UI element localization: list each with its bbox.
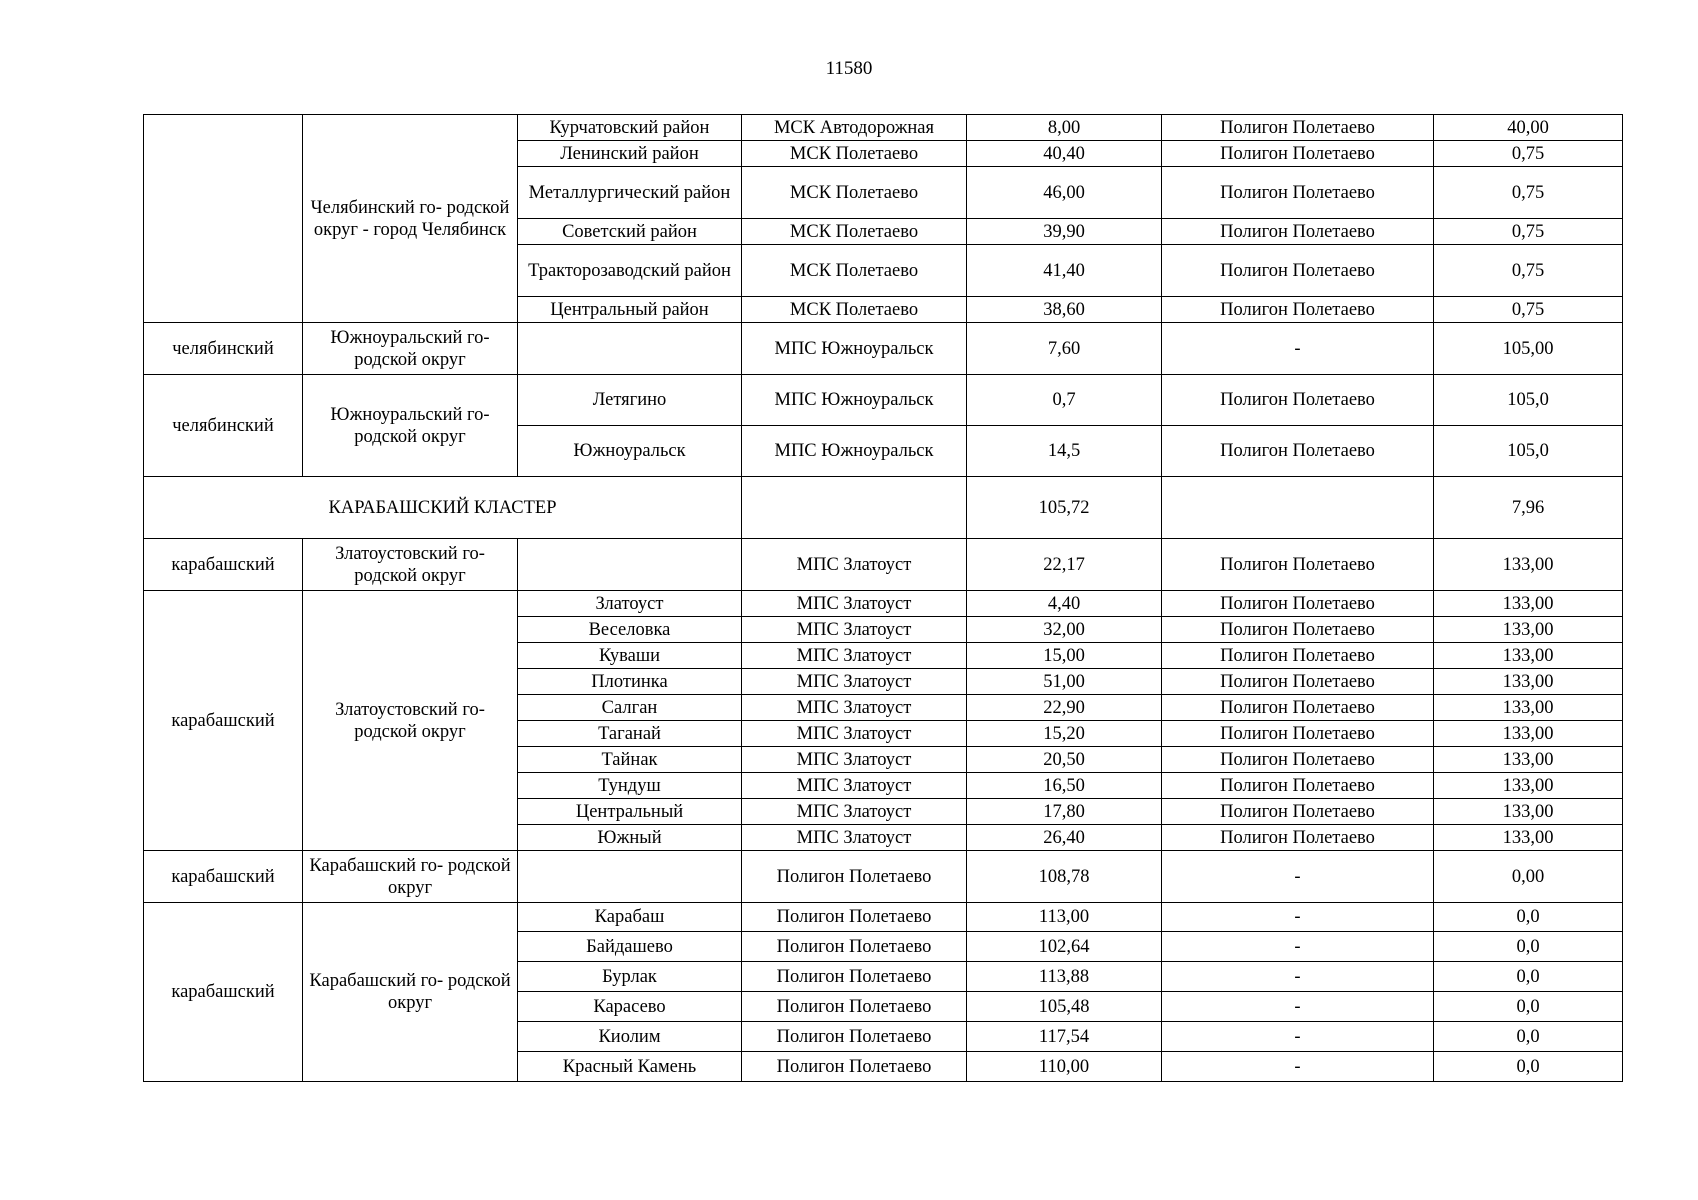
object-cell: МПС Златоуст	[742, 799, 967, 825]
table-row	[144, 591, 1623, 617]
settlement-cell: Красный Камень	[518, 1052, 742, 1082]
tariff-cell: 133,00	[1434, 539, 1623, 591]
distance-cell: 0,7	[967, 375, 1162, 426]
object-cell: МПС Южноуральск	[742, 426, 967, 477]
destination-cell: Полигон Полетаево	[1162, 825, 1434, 851]
destination-cell: Полигон Полетаево	[1162, 426, 1434, 477]
settlement-cell: Киолим	[518, 1022, 742, 1052]
distance-cell: 113,88	[967, 962, 1162, 992]
distance-cell: 15,00	[967, 643, 1162, 669]
destination-cell: Полигон Полетаево	[1162, 115, 1434, 141]
tariff-cell: 0,75	[1434, 167, 1623, 219]
destination-cell: -	[1162, 851, 1434, 903]
destination-cell	[1162, 477, 1434, 539]
destination-cell: -	[1162, 932, 1434, 962]
distance-cell: 39,90	[967, 219, 1162, 245]
distance-cell: 16,50	[967, 773, 1162, 799]
cluster-cell: челябинский	[144, 375, 303, 477]
destination-cell: Полигон Полетаево	[1162, 375, 1434, 426]
distance-cell: 4,40	[967, 591, 1162, 617]
tariff-cell: 0,0	[1434, 1022, 1623, 1052]
cluster-cell: карабашский	[144, 851, 303, 903]
distance-cell: 15,20	[967, 721, 1162, 747]
page-number: 11580	[825, 58, 873, 79]
distance-cell: 117,54	[967, 1022, 1162, 1052]
cluster-cell: челябинский	[144, 323, 303, 375]
destination-cell: Полигон Полетаево	[1162, 167, 1434, 219]
tariff-cell: 133,00	[1434, 721, 1623, 747]
waste-routing-table	[143, 114, 1623, 1082]
settlement-cell: Центральный район	[518, 297, 742, 323]
destination-cell: Полигон Полетаево	[1162, 617, 1434, 643]
table-row	[144, 903, 1623, 932]
municipality-cell: Южноуральский го- родской округ	[303, 323, 518, 375]
tariff-cell: 105,00	[1434, 323, 1623, 375]
settlement-cell: Байдашево	[518, 932, 742, 962]
destination-cell: Полигон Полетаево	[1162, 669, 1434, 695]
destination-cell: Полигон Полетаево	[1162, 695, 1434, 721]
municipality-cell: Челябинский го- родской округ - город Челябинск	[303, 115, 518, 323]
distance-cell: 7,60	[967, 323, 1162, 375]
object-cell: МПС Златоуст	[742, 825, 967, 851]
tariff-cell: 0,0	[1434, 992, 1623, 1022]
settlement-cell: Металлургический район	[518, 167, 742, 219]
settlement-cell: Южноуральск	[518, 426, 742, 477]
object-cell: МСК Автодорожная	[742, 115, 967, 141]
settlement-cell: Ленинский район	[518, 141, 742, 167]
settlement-cell: Курчатовский район	[518, 115, 742, 141]
tariff-cell: 133,00	[1434, 825, 1623, 851]
settlement-cell: Плотинка	[518, 669, 742, 695]
cluster-title: КАРАБАШСКИЙ КЛАСТЕР	[144, 477, 742, 539]
tariff-cell: 0,0	[1434, 903, 1623, 932]
destination-cell: Полигон Полетаево	[1162, 747, 1434, 773]
cluster-cell-empty	[144, 115, 303, 323]
settlement-cell: Летягино	[518, 375, 742, 426]
distance-cell: 41,40	[967, 245, 1162, 297]
object-cell: МПС Златоуст	[742, 643, 967, 669]
distance-cell: 105,72	[967, 477, 1162, 539]
tariff-cell: 133,00	[1434, 747, 1623, 773]
table-row	[144, 851, 1623, 903]
distance-cell: 17,80	[967, 799, 1162, 825]
distance-cell: 38,60	[967, 297, 1162, 323]
settlement-cell: Тракторозаводский район	[518, 245, 742, 297]
tariff-cell: 0,75	[1434, 297, 1623, 323]
destination-cell: Полигон Полетаево	[1162, 245, 1434, 297]
object-cell: МПС Златоуст	[742, 773, 967, 799]
settlement-cell: Веселовка	[518, 617, 742, 643]
destination-cell: -	[1162, 903, 1434, 932]
destination-cell: Полигон Полетаево	[1162, 297, 1434, 323]
tariff-cell: 0,0	[1434, 932, 1623, 962]
settlement-cell: Советский район	[518, 219, 742, 245]
table-row	[144, 323, 1623, 375]
cluster-summary-row	[144, 477, 1623, 539]
object-cell: МСК Полетаево	[742, 297, 967, 323]
object-cell: МСК Полетаево	[742, 219, 967, 245]
destination-cell: -	[1162, 962, 1434, 992]
cluster-cell: карабашский	[144, 539, 303, 591]
tariff-cell: 7,96	[1434, 477, 1623, 539]
settlement-cell: Тайнак	[518, 747, 742, 773]
cluster-cell: карабашский	[144, 903, 303, 1082]
tariff-cell: 0,00	[1434, 851, 1623, 903]
municipality-cell: Златоустовский го- родской округ	[303, 539, 518, 591]
destination-cell: -	[1162, 1022, 1434, 1052]
distance-cell: 20,50	[967, 747, 1162, 773]
destination-cell: -	[1162, 323, 1434, 375]
settlement-cell: Карабаш	[518, 903, 742, 932]
settlement-cell	[518, 851, 742, 903]
destination-cell: -	[1162, 1052, 1434, 1082]
object-cell: Полигон Полетаево	[742, 992, 967, 1022]
object-cell: Полигон Полетаево	[742, 1022, 967, 1052]
settlement-cell: Карасево	[518, 992, 742, 1022]
tariff-cell: 0,0	[1434, 962, 1623, 992]
tariff-cell: 0,75	[1434, 245, 1623, 297]
tariff-cell: 0,75	[1434, 141, 1623, 167]
object-cell: МПС Златоуст	[742, 539, 967, 591]
distance-cell: 105,48	[967, 992, 1162, 1022]
settlement-cell: Южный	[518, 825, 742, 851]
distance-cell: 14,5	[967, 426, 1162, 477]
distance-cell: 113,00	[967, 903, 1162, 932]
tariff-cell: 0,75	[1434, 219, 1623, 245]
settlement-cell: Бурлак	[518, 962, 742, 992]
cluster-cell: карабашский	[144, 591, 303, 851]
distance-cell: 46,00	[967, 167, 1162, 219]
destination-cell: Полигон Полетаево	[1162, 799, 1434, 825]
settlement-cell	[518, 323, 742, 375]
object-cell: МСК Полетаево	[742, 141, 967, 167]
destination-cell: Полигон Полетаево	[1162, 141, 1434, 167]
tariff-cell: 0,0	[1434, 1052, 1623, 1082]
object-cell: МПС Златоуст	[742, 747, 967, 773]
destination-cell: Полигон Полетаево	[1162, 539, 1434, 591]
object-cell: МПС Южноуральск	[742, 375, 967, 426]
distance-cell: 26,40	[967, 825, 1162, 851]
municipality-cell: Златоустовский го- родской округ	[303, 591, 518, 851]
object-cell: МСК Полетаево	[742, 245, 967, 297]
destination-cell: Полигон Полетаево	[1162, 721, 1434, 747]
tariff-cell: 133,00	[1434, 799, 1623, 825]
object-cell: Полигон Полетаево	[742, 903, 967, 932]
object-cell: МПС Златоуст	[742, 617, 967, 643]
settlement-cell: Салган	[518, 695, 742, 721]
settlement-cell: Куваши	[518, 643, 742, 669]
destination-cell: -	[1162, 992, 1434, 1022]
table-row	[144, 539, 1623, 591]
distance-cell: 102,64	[967, 932, 1162, 962]
distance-cell: 8,00	[967, 115, 1162, 141]
settlement-cell: Центральный	[518, 799, 742, 825]
object-cell	[742, 477, 967, 539]
destination-cell: Полигон Полетаево	[1162, 773, 1434, 799]
table-row	[144, 115, 1623, 141]
object-cell: МПС Златоуст	[742, 591, 967, 617]
object-cell: Полигон Полетаево	[742, 962, 967, 992]
distance-cell: 110,00	[967, 1052, 1162, 1082]
destination-cell: Полигон Полетаево	[1162, 219, 1434, 245]
object-cell: МПС Златоуст	[742, 721, 967, 747]
distance-cell: 108,78	[967, 851, 1162, 903]
object-cell: МСК Полетаево	[742, 167, 967, 219]
object-cell: МПС Златоуст	[742, 695, 967, 721]
object-cell: Полигон Полетаево	[742, 1052, 967, 1082]
settlement-cell: Златоуст	[518, 591, 742, 617]
tariff-cell: 133,00	[1434, 773, 1623, 799]
tariff-cell: 133,00	[1434, 643, 1623, 669]
distance-cell: 51,00	[967, 669, 1162, 695]
distance-cell: 22,90	[967, 695, 1162, 721]
object-cell: МПС Южноуральск	[742, 323, 967, 375]
tariff-cell: 133,00	[1434, 591, 1623, 617]
municipality-cell: Карабашский го- родской округ	[303, 903, 518, 1082]
object-cell: Полигон Полетаево	[742, 932, 967, 962]
distance-cell: 22,17	[967, 539, 1162, 591]
municipality-cell: Южноуральский го- родской округ	[303, 375, 518, 477]
object-cell: МПС Златоуст	[742, 669, 967, 695]
tariff-cell: 105,0	[1434, 426, 1623, 477]
distance-cell: 32,00	[967, 617, 1162, 643]
object-cell: Полигон Полетаево	[742, 851, 967, 903]
destination-cell: Полигон Полетаево	[1162, 643, 1434, 669]
settlement-cell	[518, 539, 742, 591]
distance-cell: 40,40	[967, 141, 1162, 167]
tariff-cell: 105,0	[1434, 375, 1623, 426]
tariff-cell: 133,00	[1434, 617, 1623, 643]
destination-cell: Полигон Полетаево	[1162, 591, 1434, 617]
tariff-cell: 40,00	[1434, 115, 1623, 141]
settlement-cell: Тундуш	[518, 773, 742, 799]
tariff-cell: 133,00	[1434, 695, 1623, 721]
table-row	[144, 375, 1623, 426]
settlement-cell: Таганай	[518, 721, 742, 747]
tariff-cell: 133,00	[1434, 669, 1623, 695]
municipality-cell: Карабашский го- родской округ	[303, 851, 518, 903]
